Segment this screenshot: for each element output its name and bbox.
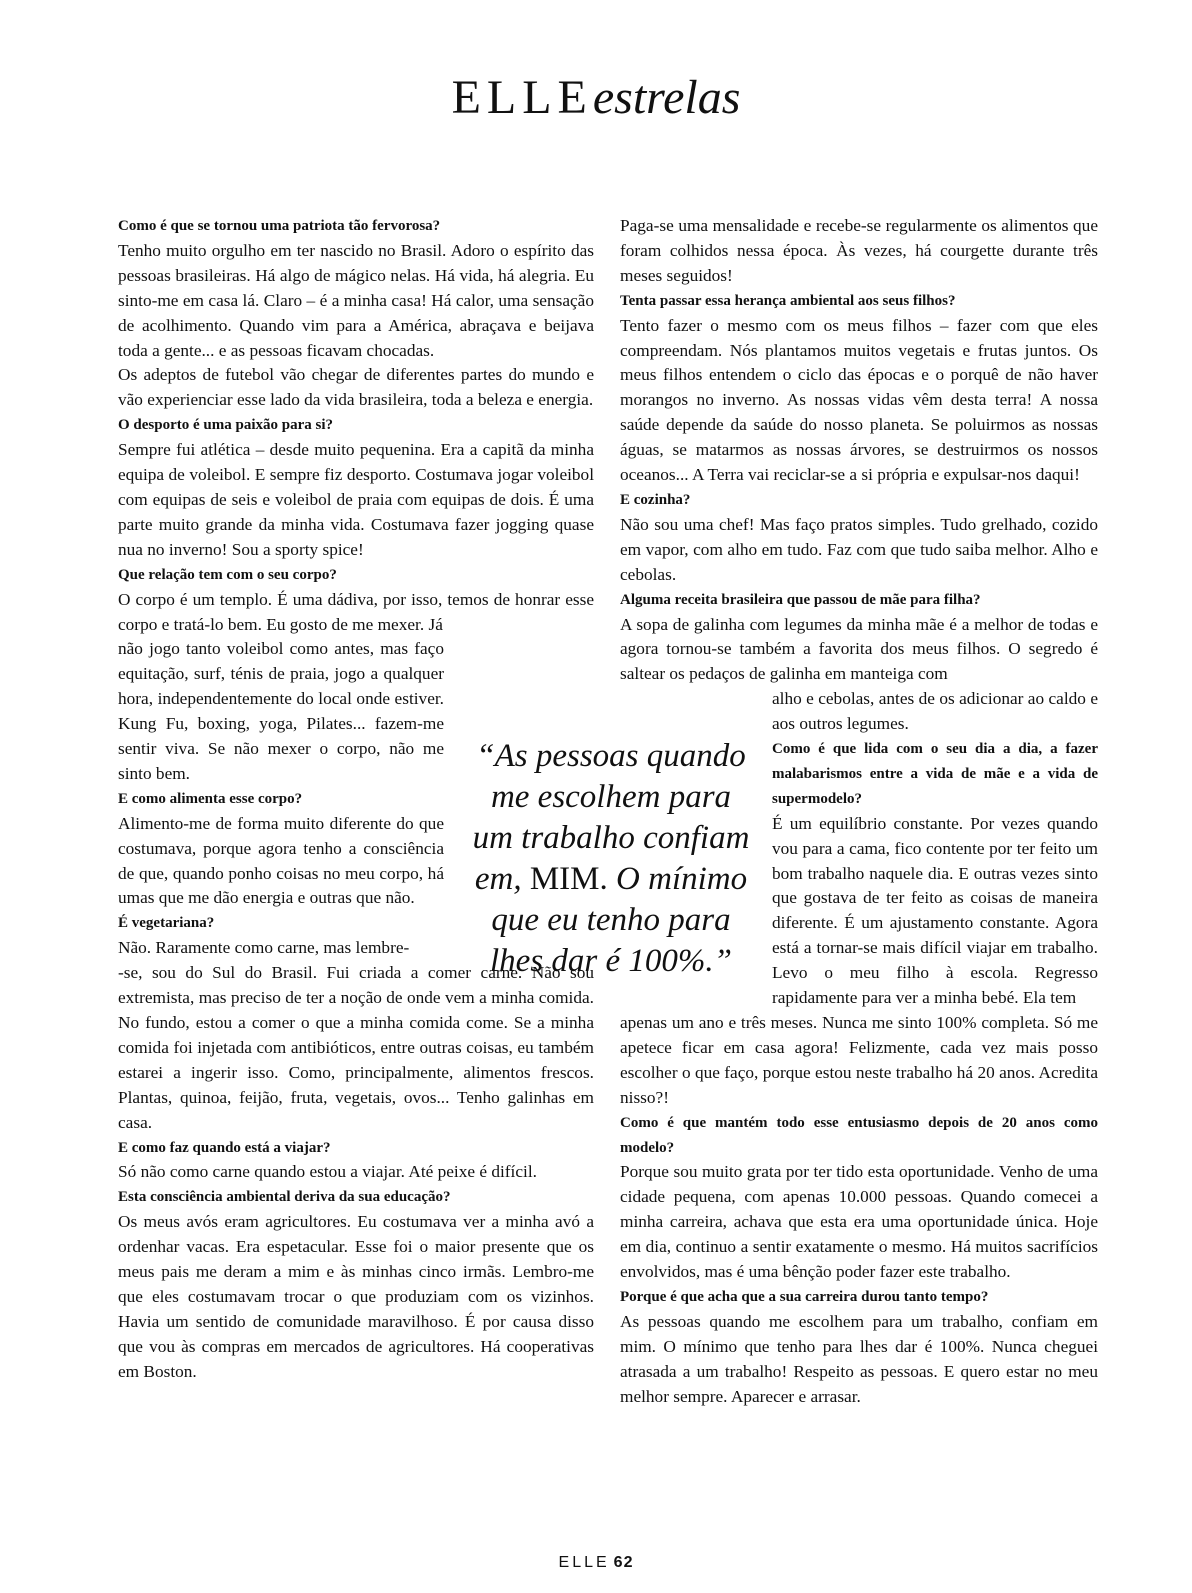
interview-answer: Porque sou muito grata por ter tido esta oportunidade. Venho de uma cidade pequena, com apenas 10.000 pessoas. Quando comecei a minha carreira, achava que esta era uma oportunidade única. Hoje em dia, continuo a sentir exatamente o mesmo. Há muitos sacrifícios envolvidos, mas é uma bênção poder fazer este trabalho.: [620, 1162, 1098, 1282]
interview-question: O desporto é uma paixão para si?: [118, 417, 334, 434]
interview-question: E como alimenta esse corpo?: [118, 790, 303, 807]
interview-answer: apenas um ano e três meses. Nunca me sinto 100% completa. Só me apetece ficar em casa agora! Felizmente, cada vez mais posso escolher o que faço, porque estou neste trabalho há 20 anos. Acredita nisso?!: [620, 1013, 1098, 1107]
interview-question: Esta consciência ambiental deriva da sua educação?: [118, 1189, 451, 1206]
page-number: 62: [613, 1554, 634, 1571]
interview-answer: não jogo tanto voleibol como antes, mas faço equitação, surf, ténis de praia, jogo a qualquer hora, independentemente do local onde estiver. Kung Fu, boxing, yoga, Pilates... fazem-me sentir viva. Se não mexer o corpo, não me sinto bem.: [118, 639, 444, 783]
interview-answer: É um equilíbrio constante. Por vezes quando vou para a cama, fico contente por ter feito um bom trabalho naquele dia. E outras vezes sinto que gostava de ter feito as coisas de maneira diferente. É um ajustamento constante. Agora está a tornar-se mais difícil viajar em trabalho. Levo o meu filho à escola. Regresso rapidamente para ver a minha bebé. Ela tem: [772, 813, 1098, 1008]
interview-answer: Alimento-me de forma muito diferente do que costumava, porque agora tenho a consciência de que, quando ponho coisas no meu corpo, há umas que me dão energia e outras que não.: [118, 813, 444, 908]
interview-answer: -se, sou do Sul do Brasil. Fui criada a comer carne. Não sou extremista, mas preciso de ter a noção de onde vem a minha comida. No fundo, estou a comer o que a minha comida come. Se a minha comida foi injetada com antibióticos, entre outras coisas, eu também estarei a ingerir isso. Como, principalmente, alimentos frescos. Plantas, quinoa, feijão, fruta, vegetais, ovos... Tenho galinhas em casa.: [118, 963, 594, 1132]
interview-question: Como é que mantém todo esse entusiasmo depois de 20 anos como modelo?: [620, 1114, 1098, 1156]
interview-question: Tenta passar essa herança ambiental aos seus filhos?: [620, 292, 956, 309]
interview-question: E como faz quando está a viajar?: [118, 1139, 331, 1156]
interview-answer: Os meus avós eram agricultores. Eu costumava ver a minha avó a ordenhar vacas. Era espetacular. Esse foi o maior presente que os meus pais me deram a mim e às minhas cinco irmãs. Lembro-me que eles costumavam trocar o que produziam com os vizinhos. Havia um sentido de comunidade maravilhoso. É por causa disso que vou às compras em mercados de agricultores. Há cooperativas em Boston.: [118, 1212, 594, 1381]
interview-answer: Os adeptos de futebol vão chegar de diferentes partes do mundo e vão experienciar esse lado da vida brasileira, toda a beleza e energia.: [118, 365, 594, 410]
interview-answer: alho e cebolas, antes de os adicionar ao caldo e aos outros legumes.: [772, 689, 1098, 734]
interview-question: Porque é que acha que a sua carreira durou tanto tempo?: [620, 1288, 989, 1305]
section-masthead: [0, 71, 1192, 124]
interview-answer: Tenho muito orgulho em ter nascido no Brasil. Adoro o espírito das pessoas brasileiras. Há algo de mágico nelas. Há vida, há alegria. Eu sinto-me em casa lá. Claro – é a minha casa! Há calor, uma sensação de acolhimento. Quando vim para a América, abraçava e beijava toda a gente... e as pessoas ficavam chocadas.: [118, 240, 594, 360]
interview-question: Como é que lida com o seu dia a dia, a fazer malabarismos entre a vida de mãe e a vida de supermodelo?: [772, 741, 1098, 807]
interview-question: E cozinha?: [620, 491, 691, 508]
pull-quote-text-end: O mínimo que eu tenho para lhes dar é 100%.”: [490, 861, 748, 979]
pull-quote: [470, 736, 752, 982]
pull-quote-text-start: “As pessoas quando me escolhem para um trabalho confiam em,: [472, 738, 750, 897]
footer-brand: ELLE: [558, 1554, 610, 1571]
interview-question: Alguma receita brasileira que passou de mãe para filha?: [620, 591, 981, 608]
interview-answer: Sempre fui atlética – desde muito pequenina. Era a capitã da minha equipa de voleibol. E sempre fiz desporto. Costumava jogar voleibol com equipas de seis e voleibol de praia com equipas de dois. É uma parte muito grande da minha vida. Costumava fazer jogging quase nua no inverno! Sou a sporty spice!: [118, 440, 594, 559]
masthead-brand: ELLE: [451, 71, 593, 124]
interview-question: É vegetariana?: [118, 915, 215, 932]
page-footer: [0, 1554, 1192, 1572]
interview-question: Como é que se tornou uma patriota tão fervorosa?: [118, 218, 441, 234]
interview-answer: Paga-se uma mensalidade e recebe-se regularmente os alimentos que foram colhidos nessa época. Às vezes, há courgette durante três meses seguidos!: [620, 216, 1098, 285]
interview-answer: A sopa de galinha com legumes da minha mãe é a melhor de todas e agora tornou-se também a favorita dos meus filhos. O segredo é saltear os pedaços de galinha em manteiga com: [620, 614, 1098, 684]
interview-question: Que relação tem com o seu corpo?: [118, 566, 337, 583]
interview-answer: Não. Raramente como carne, mas lembre-: [118, 938, 410, 958]
interview-answer: O corpo é um templo. É uma dádiva, por isso, temos de honrar esse corpo e tratá-lo bem. Eu gosto de me mexer. Já: [118, 589, 594, 634]
masthead-section: estrelas: [592, 71, 741, 124]
interview-answer: Não sou uma chef! Mas faço pratos simples. Tudo grelhado, cozido em vapor, com alho em tudo. Faz com que tudo saiba melhor. Alho e cebolas.: [620, 514, 1098, 584]
interview-answer: Só não como carne quando estou a viajar. Até peixe é difícil.: [118, 1162, 537, 1182]
interview-answer: As pessoas quando me escolhem para um trabalho, confiam em mim. O mínimo que tenho para lhes dar é 100%. Nunca cheguei atrasada a um trabalho! Respeito as pessoas. E quero estar no meu melhor sempre. Aparecer e arrasar.: [620, 1311, 1098, 1406]
interview-answer: Tento fazer o mesmo com os meus filhos – fazer com que eles compreendam. Nós plantamos muitos vegetais e frutas juntos. Os meus filhos entendem o ciclo das épocas e o porquê de não haver morangos no inverno. As nossas vidas vêm desta terra! A nossa saúde depende da saúde do nosso planeta. Se poluirmos as nossas águas, se matarmos as nossas árvores, se destruirmos os nossos oceanos... A Terra vai reciclar-se a si própria e expulsar-nos daqui!: [620, 315, 1098, 485]
pull-quote-emphasis: MIM.: [529, 861, 608, 897]
